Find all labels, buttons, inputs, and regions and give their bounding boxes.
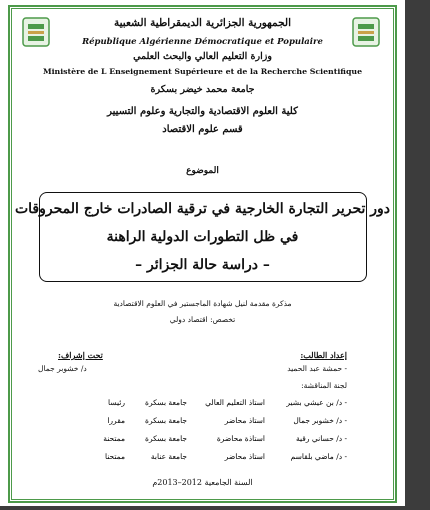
committee-member — [85, 434, 347, 443]
ministry-french: Ministère de L Enseignement Supérieure et de la Recherche Scientifique — [42, 67, 363, 76]
member-role: ممتحنة — [103, 434, 125, 443]
committee-member — [85, 398, 347, 407]
committee-label: لجنة المناقشة: — [301, 381, 347, 390]
ministry-arabic: وزارة التعليم العالي والبحث العلمي — [133, 51, 272, 62]
memo-specialty: تخصص: اقتصاد دولي — [169, 315, 236, 324]
university-name: جامعة محمد خيضر بسكرة — [150, 84, 255, 95]
committee-member — [85, 416, 347, 425]
member-university: جامعة بسكرة — [145, 434, 187, 443]
viewer-bottom-margin — [0, 506, 430, 510]
member-university: جامعة بسكرة — [145, 398, 187, 407]
supervisor-name: د/ خشوبر جمال — [38, 364, 87, 373]
member-name: - د/ بن عيشي بشير — [286, 398, 347, 407]
department-name: قسم علوم الاقتصاد — [162, 124, 243, 135]
committee-member — [85, 452, 347, 461]
student-name: - حمشة عبد الحميد — [287, 364, 347, 373]
member-rank: استاذ محاضر — [224, 416, 265, 425]
republic-french: République Algérienne Démocratique et Populaire — [82, 37, 323, 47]
viewer-right-margin — [405, 0, 430, 510]
member-rank: استاذ محاضر — [224, 452, 265, 461]
student-label: إعداد الطالب: — [300, 350, 347, 360]
member-name: - د/ حساني رقية — [296, 434, 347, 443]
member-university: جامعة عنابة — [150, 452, 187, 461]
member-role: رئيسا — [108, 398, 125, 407]
subject-label: الموضوع — [186, 166, 219, 176]
academic-year: السنة الجامعية 2012–2013م — [152, 478, 253, 487]
member-university: جامعة بسكرة — [145, 416, 187, 425]
faculty-name: كلية العلوم الاقتصادية والتجارية وعلوم التسيير — [107, 106, 298, 117]
member-rank: استاذ التعليم العالي — [205, 398, 265, 407]
thesis-title-line3: – دراسة حالة الجزائر – — [135, 257, 270, 273]
member-name: - د/ ماضي بلقاسم — [290, 452, 347, 461]
supervisor-label: تحت إشراف: — [58, 350, 103, 360]
member-rank: استاذة محاضرة — [216, 434, 265, 443]
member-role: ممتحنا — [104, 452, 125, 461]
memo-description: مذكرة مقدمة لنيل شهادة الماجستير في العلوم الاقتصادية — [113, 299, 292, 308]
thesis-title-line1: دور تحرير التجارة الخارجية في ترقية الصادرات خارج المحروقات — [14, 201, 391, 217]
member-name: - د/ خشوبر جمال — [293, 416, 347, 425]
member-role: مقررا — [107, 416, 125, 425]
republic-arabic: الجمهورية الجزائرية الديمقراطية الشعبية — [113, 17, 291, 29]
thesis-title-line2: في ظل التطورات الدولية الراهنة — [106, 229, 299, 245]
